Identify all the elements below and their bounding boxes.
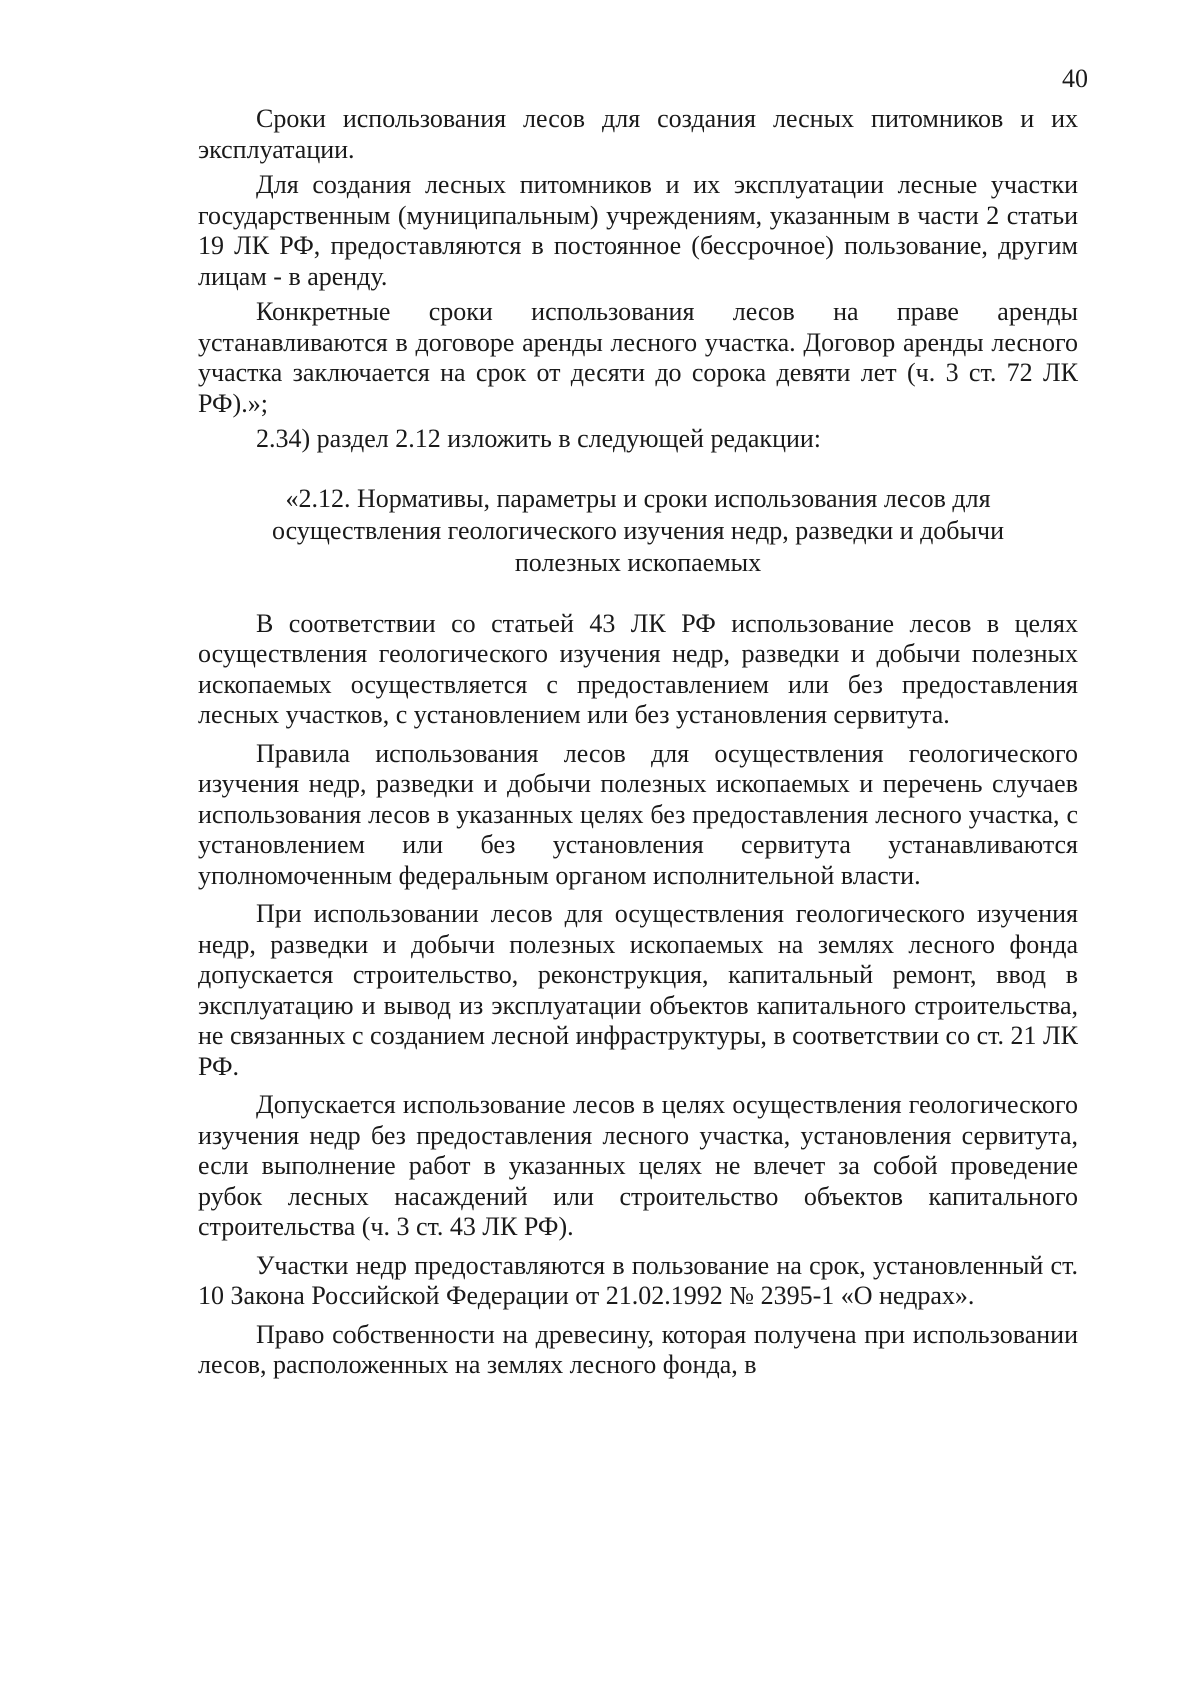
- paragraph-4: 2.34) раздел 2.12 изложить в следующей редакции:: [256, 424, 822, 453]
- paragraph-1: Сроки использования лесов для создания лесных питомников и их эксплуатации.: [198, 104, 1078, 164]
- section-paragraph-6: Право собственности на древесину, которая получена при использовании лесов, расположенных на землях лесного фонда, в: [198, 1319, 1078, 1379]
- page-number: 40: [1062, 64, 1088, 93]
- paragraph-2: Для создания лесных питомников и их эксплуатации лесные участки государственным (муниципальным) учреждениям, указанным в части 2 статьи 19 ЛК РФ, предоставляются в постоянное (бессрочное) пользование, другим лицам - в аренду.: [198, 170, 1078, 291]
- section-paragraph-4: Допускается использование лесов в целях осуществления геологического изучения недр без предоставления лесного участка, установления сервитута, если выполнение работ в указанных целях не влечет за собой проведение рубок лесных насаждений или строительство объектов капитального строительства (ч. 3 ст. 43 ЛК РФ).: [198, 1090, 1078, 1241]
- section-paragraph-2: Правила использования лесов для осуществления геологического изучения недр, разведки и добычи полезных ископаемых и перечень случаев использования лесов в указанных целях без предоставления лесного участка, с установлением или без установления сервитута устанавливаются уполномоченным федеральным органом исполнительной власти.: [198, 738, 1078, 890]
- section-paragraph-1: В соответствии со статьей 43 ЛК РФ использование лесов в целях осуществления геологического изучения недр, разведки и добычи полезных ископаемых осуществляется с предоставлением или без предоставления лесных участков, с установлением или без установления сервитута.: [198, 608, 1078, 729]
- paragraph-3: Конкретные сроки использования лесов на праве аренды устанавливаются в договоре аренды лесного участка. Договор аренды лесного участка заключается на срок от десяти до сорока девяти лет (ч. 3 ст. 72 ЛК РФ).»;: [198, 297, 1078, 418]
- section-paragraph-5: Участки недр предоставляются в пользование на срок, установленный ст. 10 Закона Российской Федерации от 21.02.1992 № 2395-1 «О недрах».: [198, 1250, 1078, 1310]
- document-body: [198, 104, 1078, 1389]
- section-paragraph-3: При использовании лесов для осуществления геологического изучения недр, разведки и добычи полезных ископаемых на землях лесного фонда допускается строительство, реконструкция, капитальный ремонт, ввод в эксплуатацию и вывод из эксплуатации объектов капитального строительства, не связанных с созданием лесной инфраструктуры, в соответствии со ст. 21 ЛК РФ.: [198, 899, 1079, 1081]
- section-heading: «2.12. Нормативы, параметры и сроки использования лесов для осуществления геологического изучения недр, разведки и добычи полезных ископаемых: [271, 483, 1004, 577]
